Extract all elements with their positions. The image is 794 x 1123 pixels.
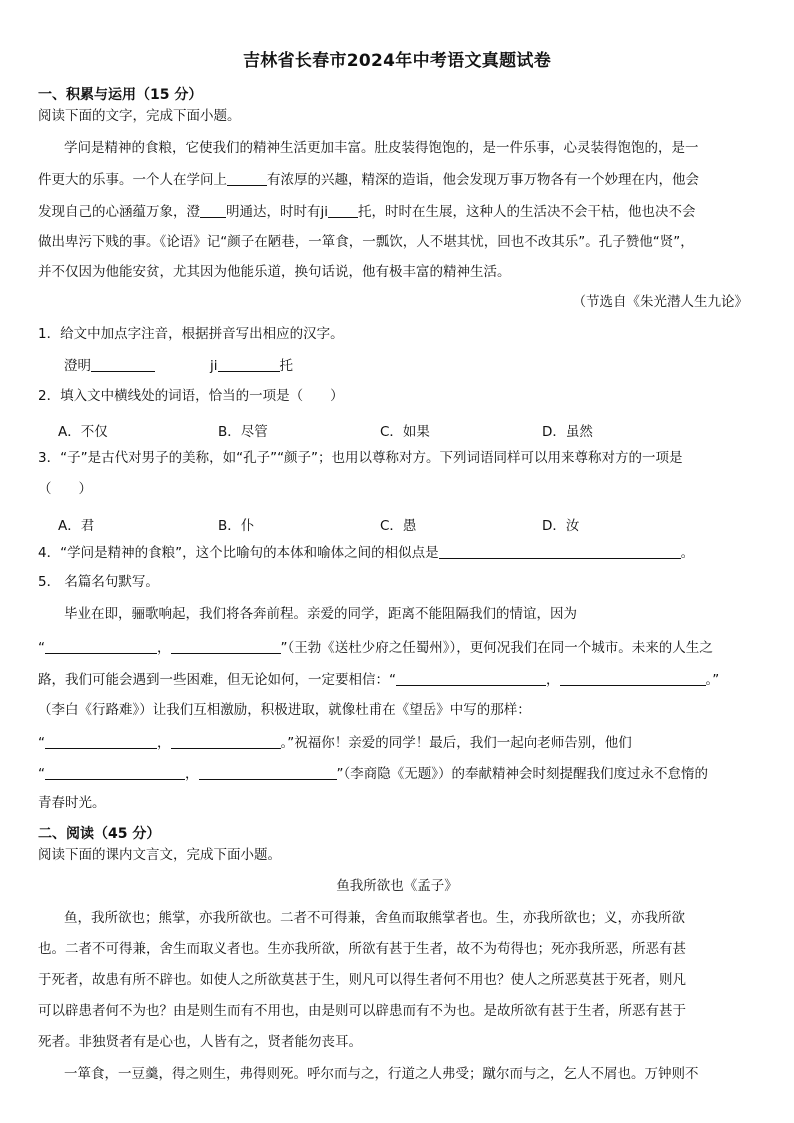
passage-source: （节选自《朱光潜人生九论》 (572, 294, 748, 310)
fill-blank[interactable] (227, 172, 267, 186)
fill-blank[interactable] (328, 204, 358, 218)
q2-option-b[interactable]: B．尽管 (218, 424, 268, 440)
article-line-1: 鱼，我所欲也；熊掌，亦我所欲也。二者不可得兼，舍鱼而取熊掌者也。生，亦我所欲也；义，亦我所欲 (64, 910, 685, 926)
q3-option-b[interactable]: B．仆 (218, 518, 255, 534)
question-1: 1．给文中加点字注音，根据拼音写出相应的汉字。 (38, 326, 344, 342)
article-line-2: 也。二者不可得兼，舍生而取义者也。生亦我所欲，所欲有甚于生者，故不为苟得也；死亦我所恶，所恶有甚 (38, 941, 686, 957)
passage-line-4: 做出卑污下贱的事。《论语》记“颜子在陋巷，一箪食，一瓢饮，人不堪其忧，回也不改其乐”。孔子赞他“贤”， (38, 234, 694, 250)
q5-line-5: “ ， 。”祝福你！亲爱的同学！最后，我们一起向老师告别，他们 (38, 735, 632, 751)
q3-option-c[interactable]: C．愚 (380, 518, 417, 534)
question-2: 2．填入文中横线处的词语，恰当的一项是（ ） (38, 388, 344, 404)
q3-option-a[interactable]: A．君 (58, 518, 95, 534)
answer-blank[interactable] (560, 672, 706, 686)
article-line-3: 于死者，故患有所不辟也。如使人之所欲莫甚于生，则凡可以得生者何不用也？使人之所恶莫甚于死者，则凡 (38, 972, 686, 988)
q5-line-6: “ ， ”（李商隐《无题》）的奉献精神会时刻提醒我们度过永不怠惰的 (38, 766, 708, 782)
article-line-5: 死者。非独贤者有是心也，人皆有之，贤者能勿丧耳。 (38, 1034, 362, 1050)
q3-option-d[interactable]: D．汝 (542, 518, 580, 534)
q5-line-4: （李白《行路难》）让我们互相激励，积极进取，就像杜甫在《望岳》中写的那样： (38, 702, 531, 718)
q2-option-c[interactable]: C．如果 (380, 424, 430, 440)
answer-blank[interactable] (199, 766, 337, 780)
section-intro-2: 阅读下面的课内文言文，完成下面小题。 (38, 847, 281, 863)
passage-line-1: 学问是精神的食粮，它使我们的精神生活更加丰富。肚皮装得饱饱的，是一件乐事，心灵装得饱饱的，是一 (64, 140, 699, 156)
q5-line-2: “ ， ”（王勃《送杜少府之任蜀州》），更何况我们在同一个城市。未来的人生之 (38, 640, 713, 656)
article-line-6: 一箪食，一豆羹，得之则生，弗得则死。呼尔而与之，行道之人弗受；蹴尔而与之，乞人不屑也。万钟则不 (64, 1066, 699, 1082)
answer-blank[interactable] (439, 545, 681, 559)
section-heading-1: 一、积累与运用（15 分） (38, 87, 203, 103)
q5-line-1: 毕业在即，骊歌响起，我们将各奔前程。亲爱的同学，距离不能阻隔我们的情谊，因为 (64, 606, 577, 622)
article-line-4: 可以辟患者何不为也？由是则生而有不用也，由是则可以辟患而有不为也。是故所欲有甚于生者，所恶有甚于 (38, 1003, 686, 1019)
answer-blank[interactable] (45, 766, 185, 780)
q1-answer-b: ji 托 (210, 358, 294, 374)
page-title: 吉林省长春市2024年中考语文真题试卷 (242, 51, 551, 71)
question-3: 3．“子”是古代对男子的美称，如“孔子”“颜子”；也用以尊称对方。下列词语同样可以用来尊称对方的一项是 (38, 450, 683, 466)
passage-line-3: 发现自己的心涵蕴万象，澄 明通达，时时有ji 托，时时在生展，这种人的生活决不会干枯，他也决不会 (38, 204, 696, 220)
question-4: 4．“学问是精神的食粮”，这个比喻句的本体和喻体之间的相似点是 。 (38, 545, 695, 561)
q2-option-a[interactable]: A．不仅 (58, 424, 108, 440)
answer-blank[interactable] (171, 640, 281, 654)
question-5: 5． 名篇名句默写。 (38, 574, 159, 590)
passage-line-5: 并不仅因为他能安贫，尤其因为他能乐道，换句话说，他有极丰富的精神生活。 (38, 264, 511, 280)
q2-option-d[interactable]: D．虽然 (542, 424, 593, 440)
answer-blank[interactable] (91, 358, 155, 372)
answer-blank[interactable] (45, 640, 157, 654)
q3-answer-paren: （ ） (38, 481, 92, 497)
q1-answer-a: 澄明 (64, 358, 155, 374)
section-heading-2: 二、阅读（45 分） (38, 826, 161, 842)
answer-blank[interactable] (218, 358, 280, 372)
q5-line-3: 路，我们可能会遇到一些困难，但无论如何，一定要相信：“ ， 。” (38, 672, 720, 688)
article-title: 鱼我所欲也《孟子》 (336, 878, 458, 894)
q5-line-7: 青春时光。 (38, 795, 106, 811)
answer-blank[interactable] (396, 672, 546, 686)
fill-blank[interactable] (200, 204, 226, 218)
answer-blank[interactable] (45, 735, 157, 749)
passage-line-2: 件更大的乐事。一个人在学问上 有浓厚的兴趣，精深的造诣，他会发现万事万物各有一个妙理在内，他会 (38, 172, 699, 188)
answer-blank[interactable] (171, 735, 281, 749)
section-intro-1: 阅读下面的文字，完成下面小题。 (38, 108, 241, 124)
